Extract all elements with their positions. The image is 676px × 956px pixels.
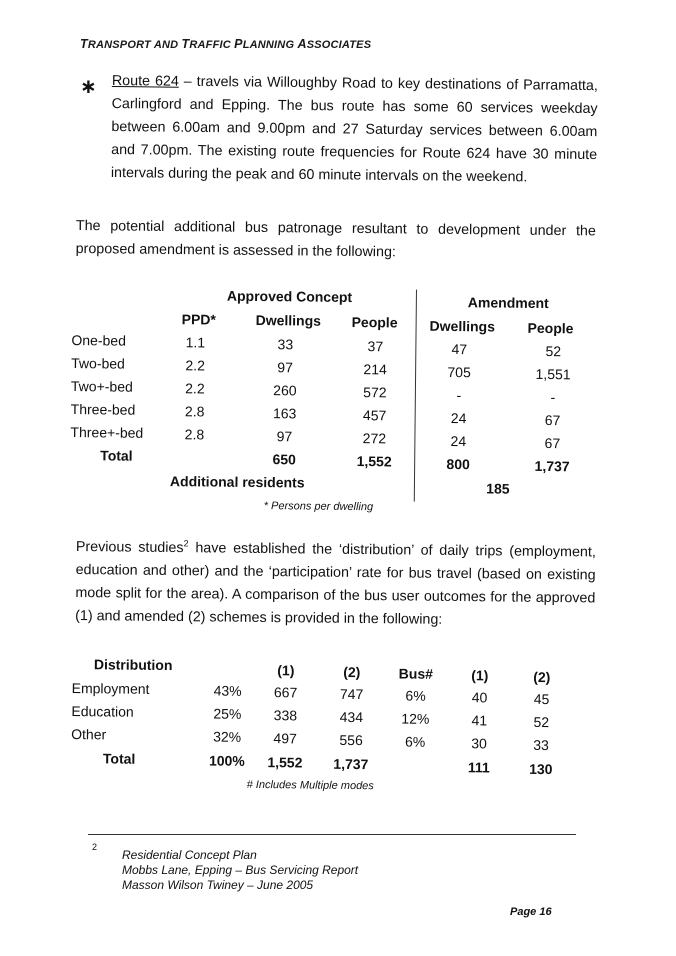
v1-value: 497 <box>273 730 297 747</box>
amend-dwellings-value: 24 <box>450 410 467 427</box>
running-header <box>80 37 371 51</box>
amend-dwellings-value: - <box>456 387 462 404</box>
ppd-header: PPD* <box>181 311 216 328</box>
route-description: – travels via Willoughby Road to key destinations of Parramatta, Carlingford and Epping. The bus route has some 60 services weekday between 6.00am and 9.00pm and 27 Saturday services between 6.00am and 7.00pm. The existing route frequencies for Route 624 have 30 minute intervals during the peak and 60 minute intervals on the weekend. <box>110 73 598 186</box>
v1-value: 667 <box>273 684 298 701</box>
bullet-asterisk: ∗ <box>80 76 97 98</box>
row-label: Three-bed <box>70 401 136 418</box>
header-text: P <box>234 37 243 51</box>
total-people: 1,552 <box>356 453 392 470</box>
v2-value: 434 <box>339 708 364 726</box>
bus-value: 12% <box>401 710 430 727</box>
total-label: Total <box>102 750 136 767</box>
bus-header: Bus# <box>398 665 434 682</box>
ppd-value: 2.2 <box>185 380 205 397</box>
amend-people-value: - <box>550 389 556 406</box>
b1-value: 30 <box>471 735 487 752</box>
paragraph-text: Previous studies <box>75 538 184 557</box>
amendment-heading: Amendment <box>467 294 549 312</box>
pct-value: 43% <box>213 682 242 699</box>
route-bullet-paragraph <box>111 70 598 190</box>
additional-residents-label: Additional residents <box>169 473 305 491</box>
amend-dwellings-value: 24 <box>450 433 467 450</box>
row-label: Two+-bed <box>70 378 133 395</box>
row-label: One-bed <box>71 332 126 349</box>
footnote-rule <box>88 834 576 835</box>
total-v1: 1,552 <box>267 754 303 771</box>
amend-people-value: 1,551 <box>535 365 571 383</box>
approved-concept-heading: Approved Concept <box>226 287 353 305</box>
row-label: Employment <box>71 680 150 697</box>
people-header: People <box>351 313 398 331</box>
b2-value: 52 <box>533 713 550 731</box>
intro-paragraph: The potential additional bus patronage resultant to development under the proposed amendment is assessed in the following: <box>75 217 596 261</box>
total-b2: 130 <box>529 760 553 778</box>
header-text: A <box>297 37 307 51</box>
bus-user-table <box>65 656 586 801</box>
amend-people-value: 52 <box>545 343 562 360</box>
people-value: 37 <box>367 338 384 355</box>
footnote-text <box>122 848 358 893</box>
total-b1: 111 <box>467 759 490 776</box>
additional-residents-value: 185 <box>486 480 510 497</box>
footnote-line: Mobbs Lane, Epping – Bus Servicing Report <box>122 863 359 877</box>
amend-people-value: 67 <box>544 412 561 429</box>
footnote-line: Residential Concept Plan <box>122 848 257 862</box>
footnote-ref: 2 <box>183 538 189 549</box>
people-value: 214 <box>363 361 387 378</box>
table-divider <box>414 290 417 502</box>
row-label: Other <box>71 726 107 743</box>
amend-dwellings-value: 705 <box>447 363 471 381</box>
footnote-line: Masson Wilson Twiney – June 2005 <box>122 878 314 892</box>
bus-1-header: (1) <box>471 667 489 684</box>
dwellings-value: 163 <box>272 405 297 422</box>
dwellings-value: 33 <box>277 336 294 353</box>
row-label: Education <box>71 703 134 720</box>
distribution-header: Distribution <box>93 656 173 674</box>
total-amend-people: 1,737 <box>534 457 570 475</box>
people-value: 572 <box>363 384 387 401</box>
pct-value: 25% <box>213 705 242 722</box>
total-amend-dwellings: 800 <box>446 455 470 473</box>
ppd-value: 2.2 <box>185 357 205 374</box>
bus-2-header: (2) <box>533 668 551 686</box>
amend-dwellings-header: Dwellings <box>429 317 496 335</box>
patronage-table <box>64 286 586 521</box>
col-1-header: (1) <box>277 662 295 679</box>
footnote-number: 2 <box>92 842 98 852</box>
bus-footnote: # Includes Multiple modes <box>246 778 374 793</box>
b1-value: 41 <box>471 712 488 729</box>
header-text: RAFFIC <box>189 39 235 51</box>
dwellings-value: 260 <box>273 382 297 399</box>
amend-people-header: People <box>527 319 574 337</box>
total-pct: 100% <box>208 752 245 769</box>
ppd-footnote: * Persons per dwelling <box>263 500 374 514</box>
ppd-value: 2.8 <box>184 403 205 420</box>
pct-value: 32% <box>213 728 242 745</box>
ppd-value: 1.1 <box>185 334 206 351</box>
amend-dwellings-value: 47 <box>451 341 468 358</box>
header-text: T <box>80 37 88 51</box>
total-v2: 1,737 <box>333 755 369 773</box>
ppd-value: 2.8 <box>184 426 205 443</box>
b1-value: 40 <box>471 689 488 706</box>
b2-value: 45 <box>533 690 550 708</box>
total-dwellings: 650 <box>272 451 296 468</box>
route-label: Route 624 <box>111 72 179 90</box>
amend-people-value: 67 <box>544 435 561 452</box>
dwellings-header: Dwellings <box>255 311 322 329</box>
row-label: Two-bed <box>71 355 125 372</box>
header-text: LANNING <box>242 39 298 51</box>
bus-value: 6% <box>404 733 426 750</box>
v1-value: 338 <box>273 707 298 724</box>
dwellings-value: 97 <box>276 428 293 445</box>
row-label: Three+-bed <box>70 424 144 441</box>
header-text: RANSPORT AND <box>87 39 182 51</box>
paragraph-text: have established the ‘distribution’ of daily trips (employment, education and other) and the ‘participation’ rate for bus travel (based on existing mode split for the area). A comparison of the bus user outcomes for the approved (1) and amended (2) schemes is provided in the following: <box>75 540 596 628</box>
comparison-paragraph <box>75 536 596 633</box>
b2-value: 33 <box>533 736 549 754</box>
page-number: Page 16 <box>510 906 552 918</box>
people-value: 457 <box>362 407 387 424</box>
v2-value: 556 <box>339 731 363 749</box>
v2-value: 747 <box>339 685 364 703</box>
total-label: Total <box>100 447 133 464</box>
bus-value: 6% <box>405 687 426 704</box>
header-text: T <box>181 37 190 51</box>
people-value: 272 <box>362 430 387 447</box>
col-2-header: (2) <box>343 663 361 681</box>
dwellings-value: 97 <box>277 359 294 376</box>
header-text: SSOCIATES <box>306 39 372 51</box>
